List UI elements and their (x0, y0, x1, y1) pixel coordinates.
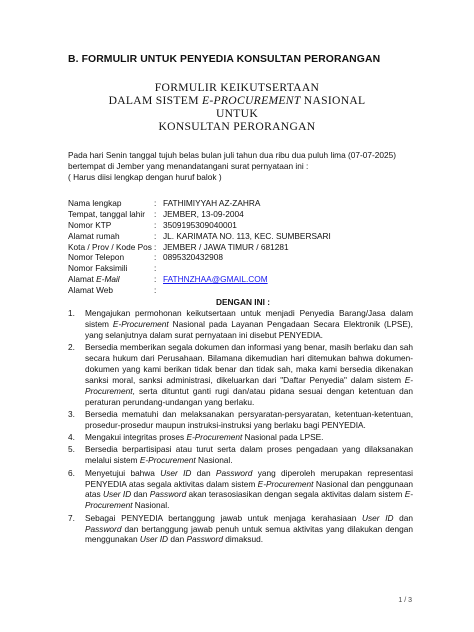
title-line-1: FORMULIR KEIKUTSERTAAN (154, 81, 320, 94)
field-colon: : (154, 198, 157, 208)
field-label: Nama lengkap (68, 198, 122, 208)
list-item: 5. Bersedia berpartisipasi atau turut serta dalam proses pengadaan yang dilaksanakan melalui sistem E-Procurement Nasional. (68, 444, 413, 466)
title-line-3: UNTUK (215, 107, 259, 120)
field-colon: : (154, 252, 157, 263)
intro-line-1: Pada hari Senin tanggal tujuh belas bulan juli tahun dua ribu dua puluh lima (07-07-2025) (68, 150, 396, 160)
title-line-2-post: NASIONAL (300, 94, 366, 107)
title-line-4: KONSULTAN PERORANGAN (158, 120, 316, 133)
field-colon: : (154, 219, 157, 230)
field-value: FATHIMIYYAH AZ-ZAHRA (163, 198, 261, 208)
list-item-number: 1. (68, 308, 75, 318)
field-value: JEMBER / JAWA TIMUR / 681281 (163, 241, 289, 252)
list-item: 2. Bersedia memberikan segala dokumen dan informasi yang benar, masih berlaku dan sah secara hukum dari Perusahaan. Bilamana dikemudian hari ditemukan bahwa dokumen-dokumen yang kami berikan tidak benar dan tidak sah, maka kami bersedia dikenakan sanksi moral, sanksi administrasi, dikeluarkan dari "Daftar Penyedia" dalam sistem E-Procurement, serta dituntut ganti rugi dan/atau pidana sesuai dengan ketentuan dan peraturan perundang-undangan yang berlaku. (68, 342, 413, 407)
page-number: 1 / 3 (398, 597, 412, 604)
field-value: JL. KARIMATA NO. 113, KEC. SUMBERSARI (163, 230, 331, 241)
field-label: Alamat Web (68, 285, 114, 296)
field-colon: : (154, 263, 157, 274)
list-item-number: 5. (68, 444, 75, 455)
field-value: JEMBER, 13-09-2004 (163, 208, 244, 219)
title-line-2 (60, 94, 414, 107)
section-title: B. FORMULIR UNTUK PENYEDIA KONSULTAN PERORANGAN (68, 54, 381, 65)
field-colon: : (154, 208, 157, 219)
list-item-number: 6. (68, 467, 75, 478)
field-value: 3509195309040001 (163, 219, 237, 230)
intro-line-2: bertempat di Jember yang menandatangani surat pernyataan ini : (68, 161, 309, 171)
intro-paragraph (68, 150, 418, 183)
field-label: Alamat rumah (68, 230, 120, 241)
list-item-number: 4. (68, 432, 75, 443)
list-item-number: 3. (68, 408, 75, 419)
field-colon: : (154, 230, 157, 241)
field-colon: : (154, 241, 157, 252)
field-label: Nomor Telepon (68, 252, 125, 263)
field-colon: : (154, 274, 157, 285)
list-item: 1. Mengajukan permohonan keikutsertaan untuk menjadi Penyedia Barang/Jasa dalam sistem E-Procurement Nasional pada Layanan Pengadaan Secara Elektronik (LPSE), yang selanjutnya dalam surat pernyataan ini disebut PENYEDIA. (68, 308, 413, 340)
field-label: Nomor KTP (68, 219, 112, 230)
list-item-number: 2. (68, 342, 75, 353)
field-value: 0895320432908 (163, 252, 223, 263)
field-label: Nomor Faksimili (68, 263, 128, 274)
field-label: Tempat, tanggal lahir (68, 208, 146, 219)
statement-list (68, 308, 413, 547)
list-item: 3. Bersedia mematuhi dan melaksanakan persyaratan-persyaratan, ketentuan-ketentuan, prosedur-prosedur maupun instruksi-instruksi yang berlaku bagi PENYEDIA. (68, 408, 413, 430)
document-title (60, 81, 414, 133)
list-item: 6. Menyetujui bahwa User ID dan Password yang diperoleh merupakan representasi PENYEDIA atas segala aktivitas dalam sistem E-Procurement Nasional dan penggunaan atas User ID dan Password akan terasosiasikan dengan segala aktivitas dalam sistem E-Procurement Nasional. (68, 467, 413, 511)
field-colon: : (154, 285, 157, 296)
field-label: Alamat E-Mail (68, 274, 120, 285)
list-item: 4. Mengakui integritas proses E-Procurement Nasional pada LPSE. (68, 432, 324, 443)
intro-line-3: ( Harus diisi lengkap dengan huruf balok ) (68, 172, 222, 182)
field-label: Kota / Prov / Kode Pos (68, 241, 152, 252)
dengan-ini-heading: DENGAN INI : (216, 297, 270, 307)
email-link[interactable]: FATHNZHAA@GMAIL.COM (163, 274, 268, 285)
title-line-2-pre: DALAM SISTEM (108, 94, 202, 107)
list-item-number: 7. (68, 512, 75, 523)
title-line-2-em: E-PROCUREMENT (202, 94, 301, 107)
list-item: 7. Sebagai PENYEDIA bertanggung jawab untuk menjaga kerahasiaan User ID dan Password dan bertanggung jawab penuh untuk semua aktivitas yang dilakukan dengan menggunakan User ID dan Password dimaksud. (68, 512, 414, 545)
